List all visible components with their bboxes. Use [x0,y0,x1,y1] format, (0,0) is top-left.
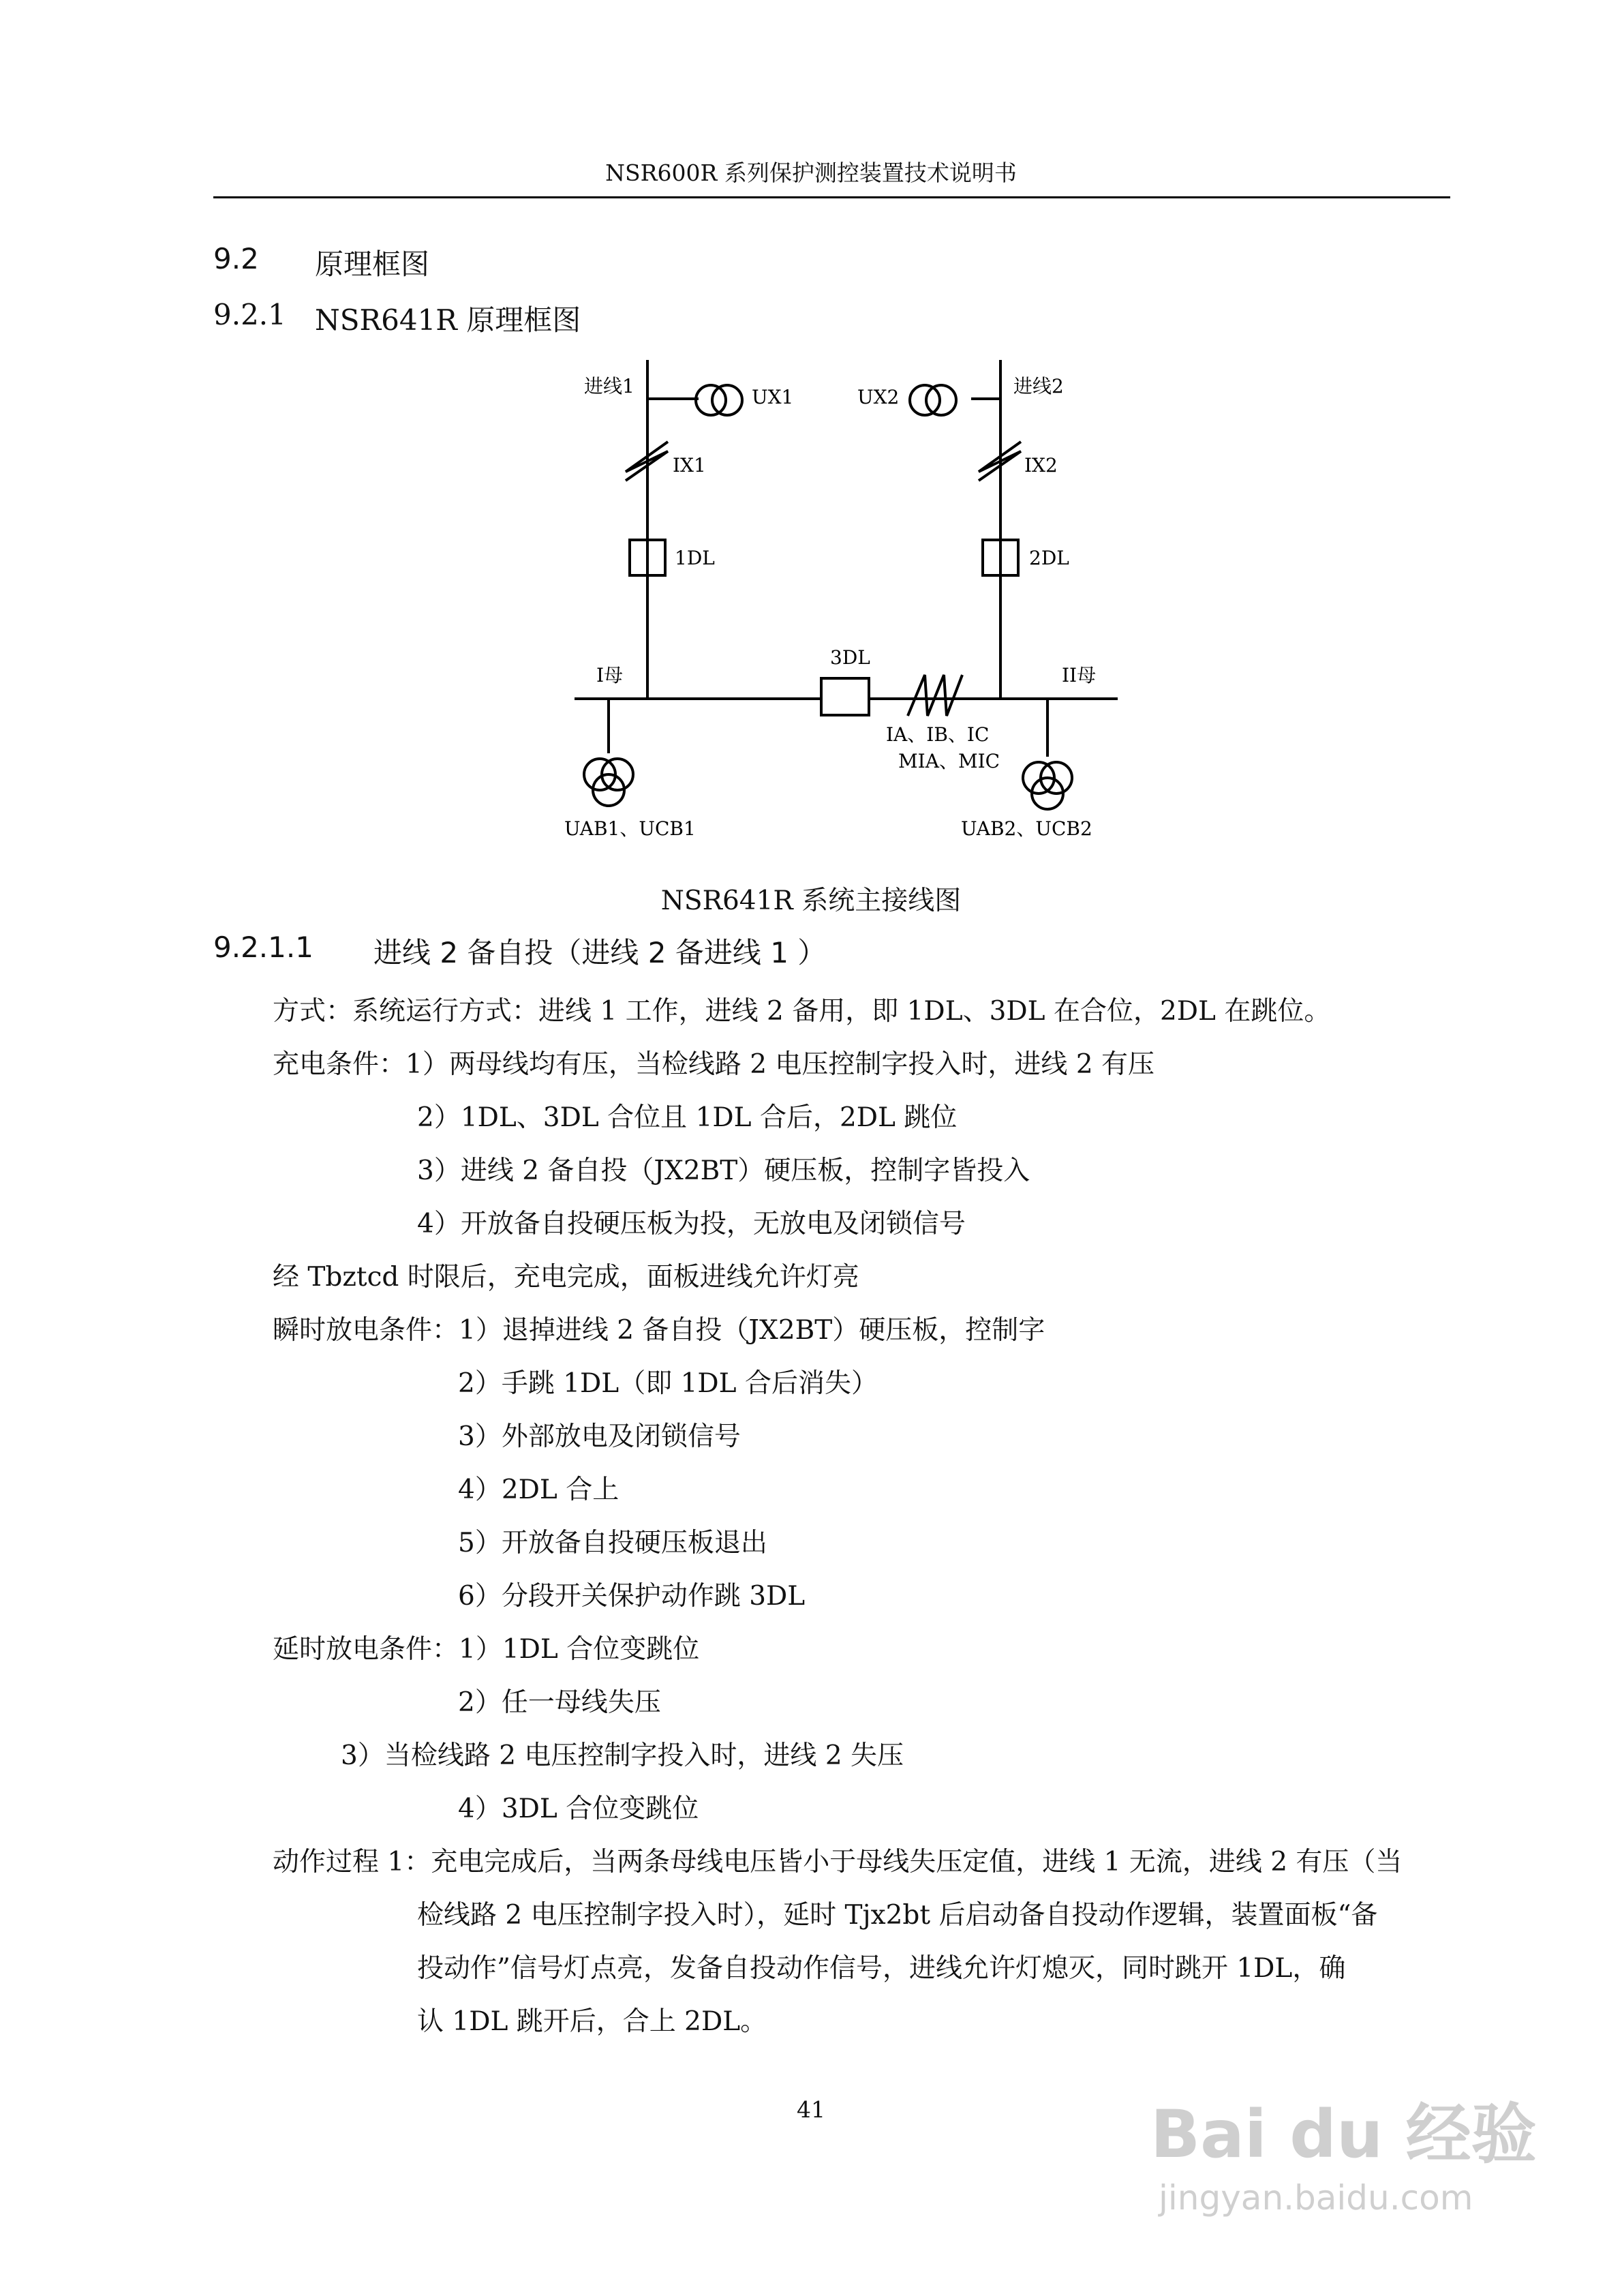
label-ux2: UX2 [857,386,900,408]
text-line: 充电条件：1）两母线均有压，当检线路 2 电压控制字投入时，进线 2 有压 [273,1049,1155,1080]
subsubsection-title: 进线 2 备自投（进线 2 备进线 1 ） [373,936,827,969]
label-2dl: 2DL [1029,547,1069,569]
watermark-url: jingyan.baidu.com [1159,2178,1473,2218]
main-wiring-diagram [0,0,1622,886]
label-ux1: UX1 [752,386,794,408]
text-line: 动作过程 1：充电完成后，当两条母线电压皆小于母线失压定值，进线 1 无流，进线 2 有压（当 [273,1847,1403,1877]
label-ix2: IX2 [1024,454,1058,477]
section-title: 原理框图 [315,247,430,281]
label-line2: 进线2 [1013,375,1064,397]
text-line: 5）开放备自投硬压板退出 [458,1528,767,1558]
text-line: 3）外部放电及闭锁信号 [458,1421,741,1452]
label-uab2-ucb2: UAB2、UCB2 [961,817,1092,840]
figure-caption: NSR641R 系统主接线图 [660,886,962,916]
text-line: 4）开放备自投硬压板为投，无放电及闭锁信号 [417,1209,966,1239]
text-line: 4）2DL 合上 [458,1475,619,1505]
label-1dl: 1DL [675,547,715,569]
text-line: 2）1DL、3DL 合位且 1DL 合后，2DL 跳位 [417,1102,958,1133]
text-line: 2）手跳 1DL（即 1DL 合后消失） [458,1368,878,1399]
label-ia-ib-ic: IA、IB、IC [886,723,990,746]
text-line: 2）任一母线失压 [458,1687,661,1718]
text-line: 延时放电条件：1）1DL 合位变跳位 [273,1634,700,1665]
text-line: 瞬时放电条件：1）退掉进线 2 备自投（JX2BT）硬压板，控制字 [273,1315,1045,1346]
subsection-title: NSR641R 原理框图 [315,303,581,337]
page-header: NSR600R 系列保护测控装置技术说明书 [605,160,1017,186]
text-line: 检线路 2 电压控制字投入时），延时 Tjx2bt 后启动备自投动作逻辑，装置面板“备 [417,1900,1378,1931]
text-line: 6）分段开关保护动作跳 3DL [458,1581,806,1612]
text-line: 3）进线 2 备自投（JX2BT）硬压板，控制字皆投入 [417,1155,1030,1186]
label-bus2: II母 [1062,664,1097,686]
label-uab1-ucb1: UAB1、UCB1 [564,817,696,840]
breaker-3dl [821,678,869,715]
page-number: 41 [797,2096,825,2123]
text-line: 3）当检线路 2 电压控制字投入时，进线 2 失压 [341,1740,904,1771]
label-ix1: IX1 [673,454,706,477]
label-bus1: I母 [596,664,624,686]
label-line1: 进线1 [584,375,634,397]
section-number: 9.2 [213,242,259,275]
text-line: 方式：系统运行方式：进线 1 工作，进线 2 备用，即 1DL、3DL 在合位，2DL 在跳位。 [273,996,1331,1027]
text-line: 认 1DL 跳开后，合上 2DL。 [417,2006,767,2037]
label-3dl: 3DL [830,646,870,669]
text-line: 投动作”信号灯点亮，发备自投动作信号，进线允许灯熄灭，同时跳开 1DL，确 [417,1953,1346,1984]
text-line: 经 Tbztcd 时限后，充电完成，面板进线允许灯亮 [273,1262,859,1293]
text-line: 4）3DL 合位变跳位 [458,1794,699,1824]
subsubsection-number: 9.2.1.1 [213,931,313,964]
bus-tie-ct-symbol [908,675,962,716]
label-mia-mic: MIA、MIC [898,750,1000,772]
subsection-number: 9.2.1 [213,298,286,331]
watermark-logo: Bai du 经验 [1150,2096,1537,2173]
